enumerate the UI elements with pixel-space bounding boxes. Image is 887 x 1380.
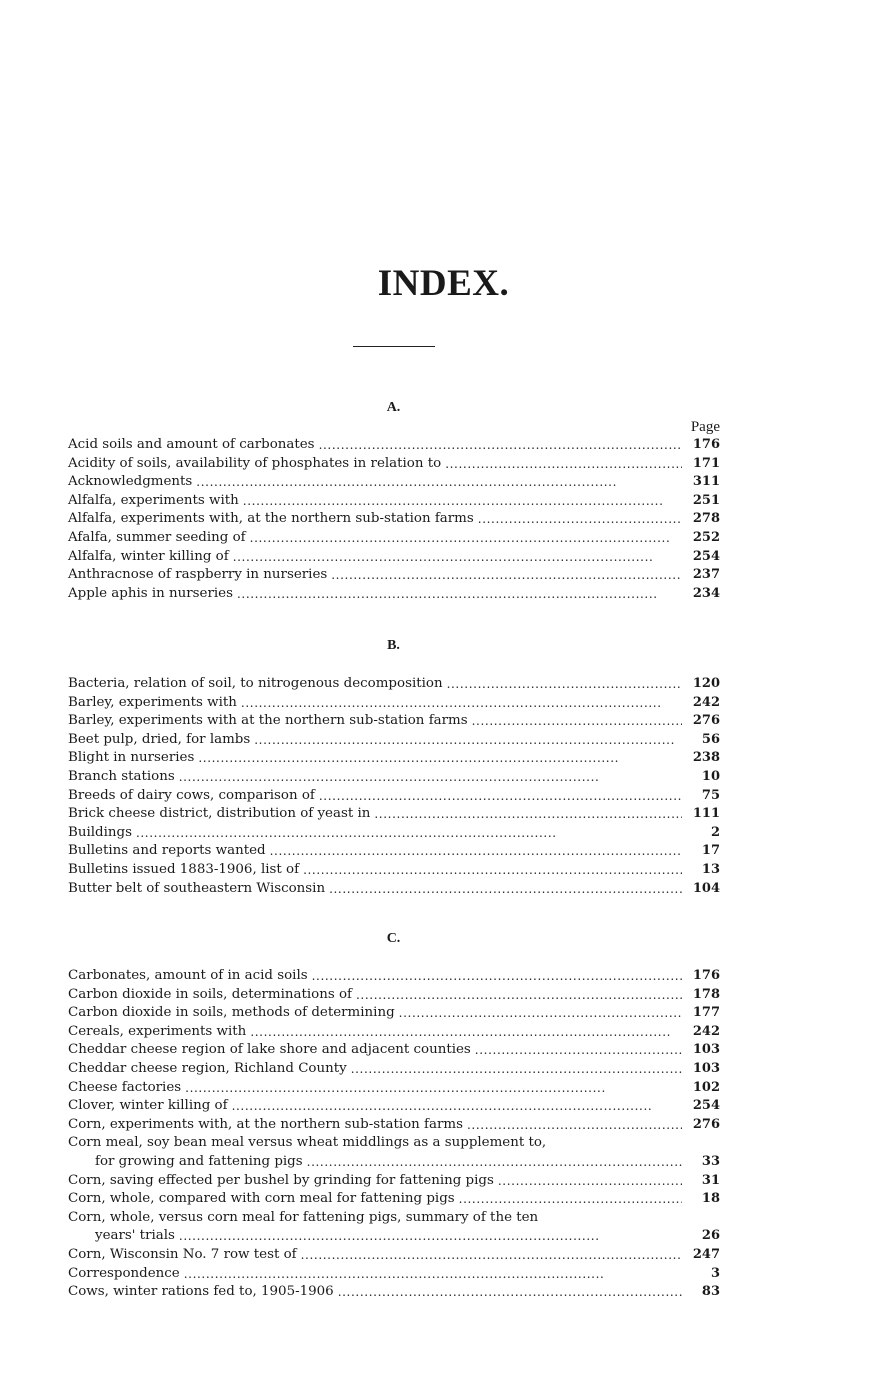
index-entry-page: 13 — [701, 861, 720, 877]
dot-leader — [312, 967, 682, 986]
dot-leader — [319, 436, 682, 455]
index-entry-text: Bulletins and reports wanted — [68, 843, 266, 859]
index-entry-page: 252 — [692, 529, 720, 545]
index-entry — [68, 731, 720, 750]
index-entry — [68, 566, 720, 585]
index-entry — [68, 529, 720, 548]
index-entry-page: 83 — [701, 1284, 720, 1300]
dot-leader — [459, 1190, 682, 1209]
dot-leader — [374, 805, 682, 824]
index-entry-page: 56 — [701, 731, 720, 747]
index-entry-text: Carbon dioxide in soils, determinations of — [68, 986, 352, 1002]
dot-leader — [196, 473, 682, 492]
index-entry — [68, 1004, 720, 1023]
dot-leader — [232, 1097, 682, 1116]
index-section-c — [68, 967, 720, 1302]
index-entry-page: 3 — [710, 1265, 720, 1281]
dot-leader — [307, 1153, 682, 1172]
index-entry-text: Breeds of dairy cows, comparison of — [68, 787, 315, 803]
index-entry-text: Brick cheese district, distribution of yeast in — [68, 806, 371, 822]
index-entry-text: Corn, Wisconsin No. 7 row test of — [68, 1246, 297, 1262]
index-entry-page: 75 — [701, 787, 720, 803]
index-entry — [68, 768, 720, 787]
index-entry — [68, 492, 720, 511]
dot-leader — [303, 861, 682, 880]
index-entry — [68, 1209, 720, 1228]
index-entry-page: 311 — [692, 474, 720, 490]
index-entry — [68, 1190, 720, 1209]
index-entry-page: 251 — [692, 492, 720, 508]
index-entry-text: Alfalfa, winter killing of — [68, 548, 229, 564]
index-entry-text: Cheese factories — [68, 1079, 182, 1095]
dot-leader — [399, 1004, 682, 1023]
index-entry-text: Barley, experiments with at the northern sub-station farms — [68, 713, 468, 729]
index-entry — [68, 986, 720, 1005]
index-entry — [68, 1079, 720, 1098]
dot-leader — [250, 529, 682, 548]
index-entry-page: 2 — [710, 824, 720, 840]
index-entry-text: Corn, whole, compared with corn meal for fattening pigs — [68, 1191, 455, 1207]
dot-leader — [185, 1079, 682, 1098]
index-entry-page: 103 — [692, 1042, 720, 1058]
dot-leader — [329, 880, 682, 899]
dot-leader — [338, 1283, 682, 1302]
index-entry — [68, 1116, 720, 1135]
index-entry — [68, 967, 720, 986]
index-entry-page: 103 — [692, 1060, 720, 1076]
section-letter-a: A. — [386, 400, 401, 415]
index-entry-text: Cows, winter rations fed to, 1905-1906 — [68, 1284, 334, 1300]
index-entry — [68, 473, 720, 492]
index-entry-page: 176 — [692, 437, 720, 452]
index-entry-page: 238 — [692, 750, 720, 766]
page-title: INDEX. — [377, 263, 510, 304]
index-entry-page: 177 — [692, 1005, 720, 1021]
index-entry-page: 33 — [701, 1153, 720, 1169]
index-entry-text: Corn meal, soy bean meal versus wheat middlings as a supplement to, — [68, 1135, 547, 1151]
index-entry-page: 171 — [692, 455, 720, 471]
index-entry-text: Cheddar cheese region, Richland County — [68, 1060, 347, 1076]
dot-leader — [233, 548, 682, 567]
index-entry-text: Beet pulp, dried, for lambs — [68, 731, 251, 747]
index-entry — [68, 585, 720, 604]
dot-leader — [243, 492, 682, 511]
dot-leader — [356, 986, 682, 1005]
index-entry-page: 254 — [692, 1098, 720, 1114]
index-entry-text: Branch stations — [68, 768, 175, 784]
index-entry — [68, 510, 720, 529]
index-entry — [68, 455, 720, 474]
index-entry-text: Corn, whole, versus corn meal for fattening pigs, summary of the ten — [68, 1209, 539, 1225]
index-entry-continuation — [68, 1227, 720, 1246]
dot-leader — [179, 1227, 682, 1246]
index-entry-page: 276 — [692, 1116, 720, 1132]
index-entry-text: Clover, winter killing of — [68, 1098, 228, 1114]
index-entry-text: Carbon dioxide in soils, methods of determining — [68, 1005, 395, 1021]
index-entry-text: Barley, experiments with — [68, 694, 237, 710]
index-section-b — [68, 675, 720, 898]
index-entry-page: 176 — [692, 968, 720, 983]
index-entry — [68, 548, 720, 567]
index-entry-text: Acknowledgments — [68, 474, 193, 490]
index-entry-text: Acid soils and amount of carbonates — [68, 437, 315, 452]
index-entry-page: 17 — [701, 843, 720, 859]
index-entry — [68, 436, 720, 455]
index-entry — [68, 824, 720, 843]
index-entry-text: Correspondence — [68, 1265, 180, 1281]
index-entry-text: Bulletins issued 1883-1906, list of — [68, 861, 300, 877]
dot-leader — [250, 1023, 682, 1042]
index-entry-text: Blight in nurseries — [68, 750, 195, 766]
index-entry — [68, 861, 720, 880]
index-entry-text: Bacteria, relation of soil, to nitrogenous decomposition — [68, 676, 443, 691]
index-entry — [68, 1172, 720, 1191]
dot-leader — [136, 824, 682, 843]
dot-leader — [254, 731, 682, 750]
index-entry-page: 278 — [692, 511, 720, 527]
dot-leader — [498, 1172, 682, 1191]
index-entry-page: 276 — [692, 713, 720, 729]
dot-leader — [447, 675, 682, 694]
index-entry-text: Alfalfa, experiments with, at the northern sub-station farms — [68, 511, 474, 527]
index-entry — [68, 1246, 720, 1265]
index-entry — [68, 842, 720, 861]
dot-leader — [198, 749, 682, 768]
index-entry-page: 31 — [701, 1172, 720, 1188]
index-entry-text: Cheddar cheese region of lake shore and adjacent counties — [68, 1042, 471, 1058]
dot-leader — [472, 712, 682, 731]
index-entry — [68, 1023, 720, 1042]
index-entry-text: Afalfa, summer seeding of — [68, 529, 246, 545]
dot-leader — [475, 1041, 682, 1060]
dot-leader — [270, 842, 682, 861]
index-entry-page: 242 — [692, 694, 720, 710]
index-entry-text: Corn, saving effected per bushel by grinding for fattening pigs — [68, 1172, 494, 1188]
dot-leader — [237, 585, 682, 604]
index-entry-page: 254 — [692, 548, 720, 564]
index-entry-page: 10 — [701, 768, 720, 784]
index-entry-page: 247 — [692, 1246, 720, 1262]
index-entry — [68, 675, 720, 694]
dot-leader — [301, 1246, 682, 1265]
index-entry-page: 242 — [692, 1023, 720, 1039]
section-letter-c: C. — [386, 931, 401, 946]
index-entry-text: Corn, experiments with, at the northern sub-station farms — [68, 1116, 463, 1132]
index-entry — [68, 1060, 720, 1079]
index-entry — [68, 1134, 720, 1153]
index-entry-page: 178 — [692, 986, 720, 1002]
index-entry-page: 234 — [692, 585, 720, 601]
index-entry — [68, 1265, 720, 1284]
index-entry-text: Cereals, experiments with — [68, 1023, 247, 1039]
index-entry-text: Butter belt of southeastern Wisconsin — [68, 880, 326, 896]
page-column-heading: Page — [690, 419, 720, 435]
index-entry-page: 237 — [692, 567, 720, 583]
index-entry — [68, 1041, 720, 1060]
index-entry — [68, 805, 720, 824]
dot-leader — [184, 1265, 682, 1284]
title-rule — [353, 346, 435, 347]
dot-leader — [241, 694, 682, 713]
index-entry-page: 120 — [692, 676, 720, 691]
index-entry-continuation — [68, 1153, 720, 1172]
index-entry — [68, 1283, 720, 1302]
dot-leader — [179, 768, 682, 787]
index-entry-text: Apple aphis in nurseries — [68, 585, 233, 601]
index-entry-page: 26 — [701, 1228, 720, 1244]
index-entry-text-continued: years' trials — [95, 1228, 175, 1244]
index-entry — [68, 787, 720, 806]
dot-leader — [351, 1060, 682, 1079]
section-letter-b: B. — [387, 638, 400, 653]
dot-leader — [319, 787, 682, 806]
index-entry-page: 18 — [701, 1191, 720, 1207]
index-entry-text: Anthracnose of raspberry in nurseries — [68, 567, 328, 583]
dot-leader — [467, 1116, 682, 1135]
index-entry-text: Carbonates, amount of in acid soils — [68, 968, 308, 983]
index-entry-page: 102 — [692, 1079, 720, 1095]
index-entry — [68, 712, 720, 731]
index-entry-page: 111 — [692, 806, 720, 822]
index-entry-text: Acidity of soils, availability of phosphates in relation to — [68, 455, 442, 471]
index-entry-page: 104 — [692, 880, 720, 896]
dot-leader — [478, 510, 682, 529]
index-entry — [68, 694, 720, 713]
index-entry — [68, 749, 720, 768]
index-entry — [68, 1097, 720, 1116]
dot-leader — [331, 566, 682, 585]
index-section-a — [68, 436, 720, 603]
index-entry-text-continued: for growing and fattening pigs — [95, 1153, 303, 1169]
index-entry-text: Alfalfa, experiments with — [68, 492, 239, 508]
index-entry — [68, 880, 720, 899]
index-entry-text: Buildings — [68, 824, 132, 840]
dot-leader — [445, 455, 682, 474]
